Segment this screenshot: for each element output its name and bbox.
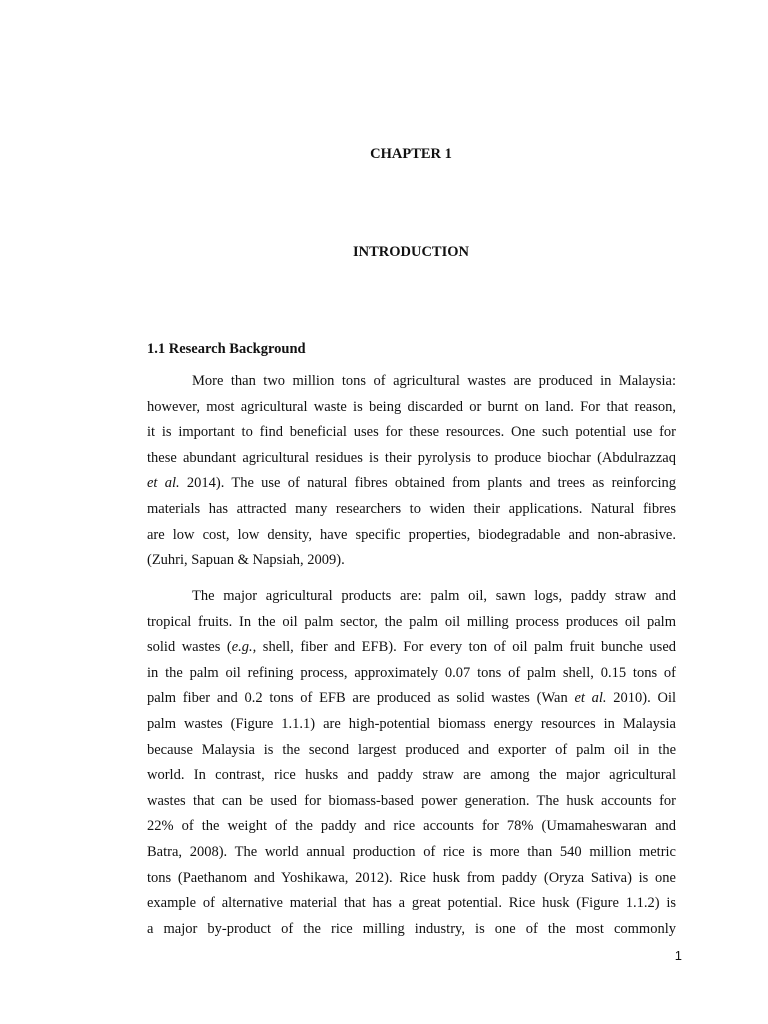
paragraph-line: The major agricultural products are: palm oil, sawn logs, paddy straw and [192,588,676,604]
paragraph-line: world. In contrast, rice husks and paddy straw are among the major agricultural [147,767,676,784]
paragraph-line: are low cost, low density, have specific properties, biodegradable and non-abrasive. [147,526,676,543]
chapter-title: INTRODUCTION [352,244,469,260]
paragraph-line: it is important to find beneficial uses for these resources. One such potential use for [147,424,676,441]
paragraph-research-background-1 [147,369,676,574]
italic-et-al: et al. [147,475,180,492]
paragraph-line: palm wastes (Figure 1.1.1) are high-potential biomass energy resources in Malaysia [147,715,676,732]
page-number: 1 [674,948,682,963]
paragraph-line-text: palm fiber and 0.2 tons of EFB are produced as solid wastes (Wan [147,690,575,707]
paragraph-line: Batra, 2008). The world annual production of rice is more than 540 million metric [147,843,676,860]
section-heading: 1.1 Research Background [147,341,306,357]
paragraph-line: wastes that can be used for biomass-based power generation. The husk accounts for [147,792,676,809]
paragraph-research-background-2 [147,584,676,942]
paragraph-line: a major by-product of the rice milling industry, is one of the most commonly [147,920,676,937]
paragraph-line: 22% of the weight of the paddy and rice accounts for 78% (Umamaheswaran and [147,818,676,835]
paragraph-line: More than two million tons of agricultural wastes are produced in Malaysia: [192,373,676,389]
paragraph-line: these abundant agricultural residues is their pyrolysis to produce biochar (Abdulrazzaq [147,449,676,466]
paragraph-line [147,471,676,497]
paragraph-line-text: 2010). Oil [606,690,676,707]
italic-eg: e.g., [231,639,257,656]
paragraph-line-text: shell, fiber and EFB). For every ton of oil palm fruit bunche used [256,639,677,656]
paragraph-line: (Zuhri, Sapuan & Napsiah, 2009). [147,552,345,569]
paragraph-line [147,635,676,661]
paragraph-line: tons (Paethanom and Yoshikawa, 2012). Rice husk from paddy (Oryza Sativa) is one [147,869,676,886]
paragraph-line: example of alternative material that has a great potential. Rice husk (Figure 1.1.2) is [147,895,676,912]
paragraph-line-text: 2014). The use of natural fibres obtained from plants and trees as reinforcing [186,475,677,492]
paragraph-line [147,686,676,712]
paragraph-line: because Malaysia is the second largest produced and exporter of palm oil in the [147,741,676,758]
paragraph-line: tropical fruits. In the oil palm sector, the palm oil milling process produces oil palm [147,613,676,630]
italic-et-al: et al. [574,690,607,707]
paragraph-line: materials has attracted many researchers to widen their applications. Natural fibres [147,500,676,517]
paragraph-line: in the palm oil refining process, approximately 0.07 tons of palm shell, 0.15 tons of [147,664,676,681]
chapter-label: CHAPTER 1 [370,146,452,162]
paragraph-line: however, most agricultural waste is being discarded or burnt on land. For that reason, [147,398,676,415]
paragraph-line-text: solid wastes ( [147,639,232,656]
